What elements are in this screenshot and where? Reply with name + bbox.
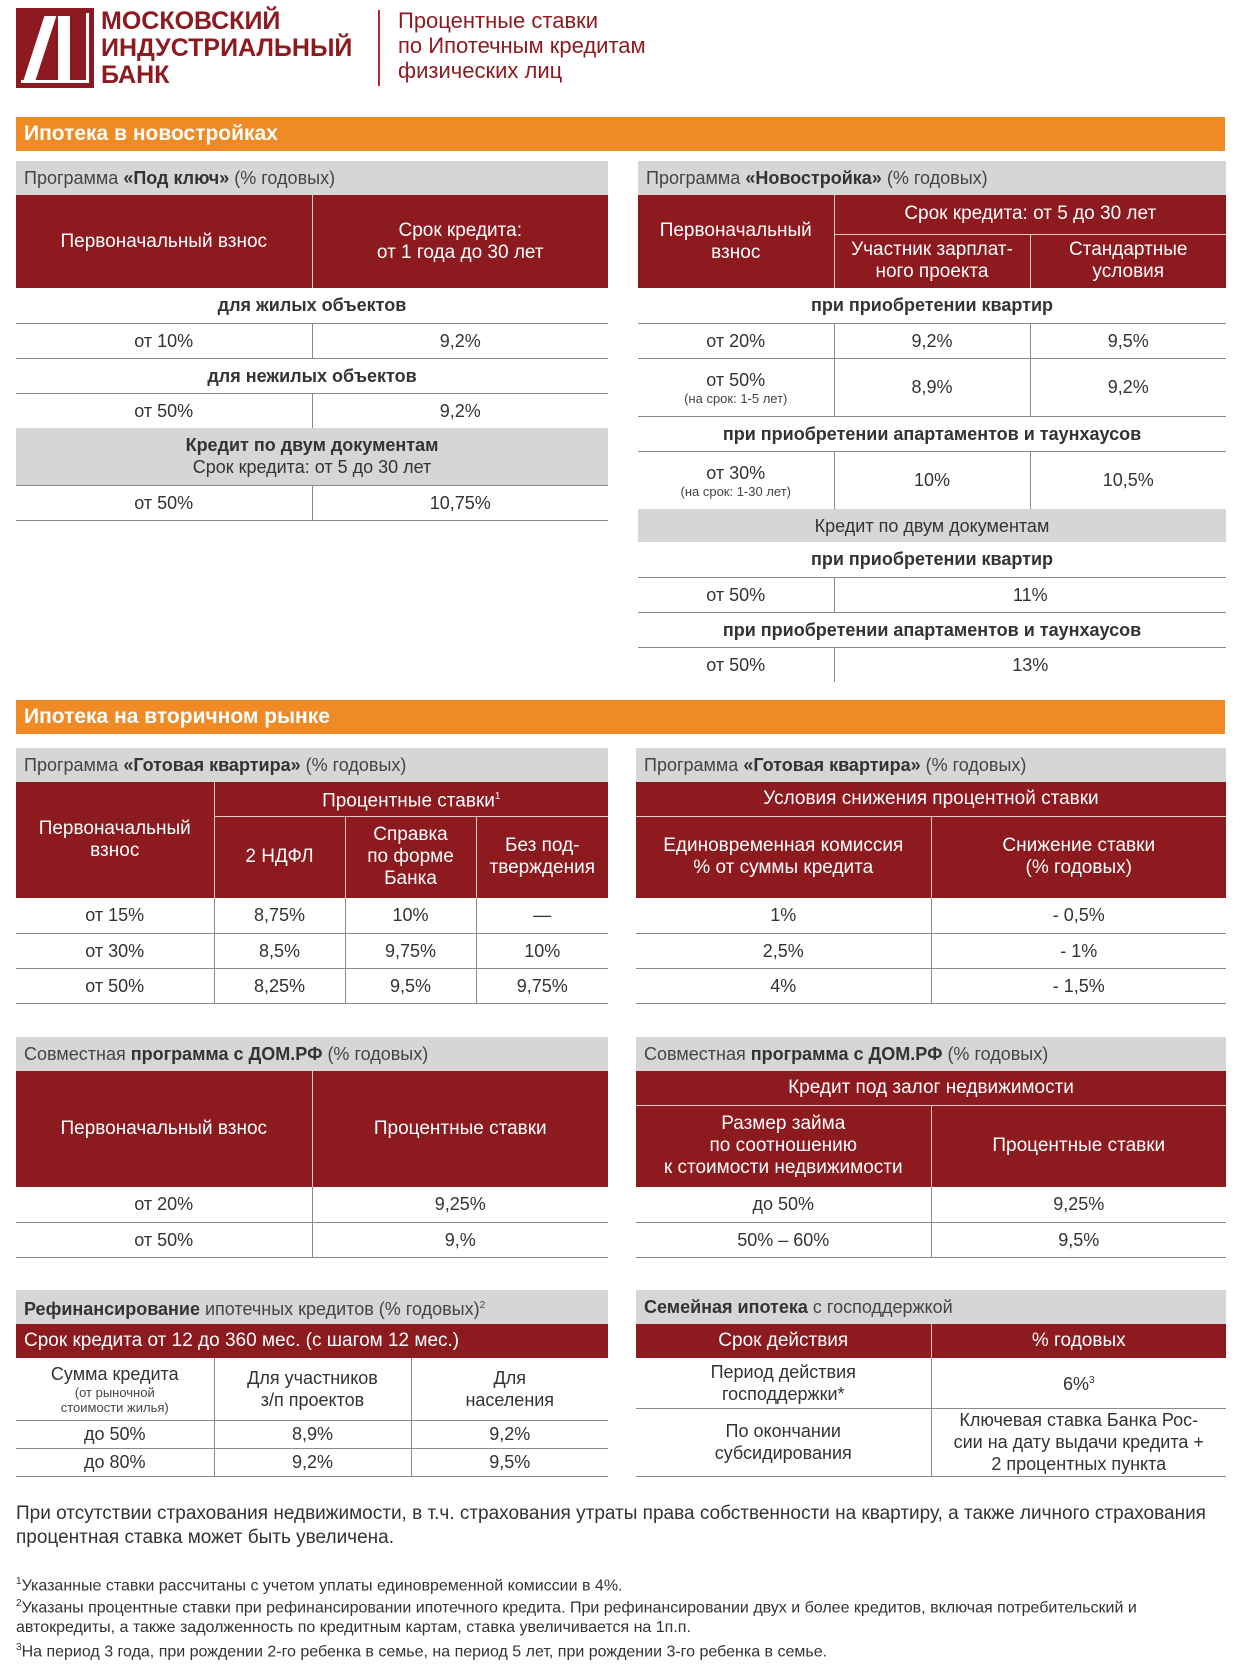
- cell-rate: 8,75%: [214, 898, 345, 933]
- header-cell-rate-reduction: Снижение ставки (% годовых): [931, 816, 1226, 898]
- cell-downpayment: от 50%: [134, 400, 194, 421]
- header-cell-secured-loan: Кредит под залог недвижимости: [636, 1071, 1226, 1105]
- cell-rate: 9,75%: [345, 933, 476, 968]
- cell-rate: 10%: [345, 898, 476, 933]
- header-cell-rates: Процентные ставки: [931, 1105, 1226, 1187]
- insurance-note: При отсутствии страхования недвижимости, в т.ч. страхования утраты права собственности на квартиру, а также личного страхования процентная ставка может быть увеличена.: [16, 1503, 1206, 1548]
- table-title: Совместная программа с ДОМ.РФ (% годовых): [16, 1037, 608, 1071]
- cell-amount: до 80%: [16, 1448, 214, 1476]
- cell-rate: 9,75%: [476, 968, 608, 1003]
- footnote-2: $^2$Указаны процентные ставки при рефинансировании ипотечного кредита. При рефинансировании двух и более кредитов, включая потребительский и автокредиты, а также задолженность по кредитным картам, ставка увеличивается на 1п.п.: [16, 1598, 1137, 1637]
- cell-rate: 9,2%: [411, 1420, 608, 1448]
- section-header-secondary-market: Ипотека на вторичном рынке: [16, 700, 1225, 734]
- cell-rate: 9,%: [312, 1222, 608, 1257]
- cell-commission: 1%: [636, 898, 931, 933]
- table-title: Рефинансирование ипотечных кредитов (% годовых)$^2$: [16, 1290, 608, 1324]
- header-cell-reduction-conditions: Условия снижения процентной ставки: [636, 782, 1226, 816]
- header-cell-loan-ratio: Размер займа по соотношению к стоимости недвижимости: [636, 1105, 931, 1187]
- cell-rate: 10,5%: [1030, 451, 1226, 509]
- cell-rate: 8,9%: [834, 358, 1030, 416]
- bank-name-line: БАНК: [101, 61, 170, 89]
- header-cell-public: Для населения: [411, 1358, 608, 1420]
- cell-rate: 9,25%: [931, 1187, 1226, 1222]
- table-title: Совместная программа с ДОМ.РФ (% годовых): [636, 1037, 1226, 1071]
- header-cell-no-proof: Без под- тверждения: [476, 816, 608, 898]
- table-refinance: [16, 1290, 608, 1477]
- table-gotovaya-kvartira-reduction: [636, 748, 1226, 1004]
- table-family-mortgage: [636, 1290, 1226, 1477]
- cell-rate: 10%: [834, 451, 1030, 509]
- subheader-two-documents: Кредит по двум документам Срок кредита: от 5 до 30 лет: [16, 428, 608, 485]
- header-cell-term: Срок кредита: от 5 до 30 лет: [834, 195, 1226, 234]
- subheader-nonresidential: для нежилых объектов: [16, 358, 608, 393]
- cell-downpayment: от 20%: [638, 323, 834, 358]
- cell-amount: до 50%: [16, 1420, 214, 1448]
- bank-name-line: ИНДУСТРИАЛЬНЫЙ: [101, 34, 353, 62]
- cell-ratio: 50% – 60%: [636, 1222, 931, 1257]
- cell-rate: 9,2%: [312, 393, 608, 428]
- header-cell-period: Срок действия: [636, 1324, 931, 1358]
- bank-name: [101, 8, 352, 89]
- header-cell-standard: Стандартные условия: [1030, 234, 1226, 288]
- cell-rate: 9,2%: [214, 1448, 411, 1476]
- subheader-two-documents: Кредит по двум документам: [638, 509, 1226, 542]
- header-cell-downpayment: Первоначальный взнос: [638, 195, 834, 288]
- table-gotovaya-kvartira-rates: [16, 748, 608, 1004]
- cell-rate: 6%$^3$: [931, 1358, 1226, 1408]
- bank-name-line: МОСКОВСКИЙ: [101, 7, 281, 35]
- cell-reduction: - 1,5%: [931, 968, 1226, 1003]
- header-cell-salary: Для участников з/п проектов: [214, 1358, 411, 1420]
- cell-rate: 11%: [834, 577, 1226, 612]
- cell-ratio: до 50%: [636, 1187, 931, 1222]
- header-cell-downpayment: Первоначальный взнос: [16, 195, 312, 288]
- cell-downpayment: от 50%: [706, 654, 766, 675]
- cell-rate: 9,2%: [1030, 358, 1226, 416]
- cell-period: По окончании субсидирования: [636, 1408, 931, 1476]
- header-cell-rates: Процентные ставки$^1$: [214, 782, 608, 816]
- table-pod-klyuch: [16, 161, 608, 521]
- cell-rate: 8,25%: [214, 968, 345, 1003]
- table-title: Программа «Готовая квартира» (% годовых): [16, 748, 608, 782]
- footnote-1: $^1$Указанные ставки рассчитаны с учетом уплаты единовременной комиссии в 4%.: [16, 1576, 623, 1595]
- cell-rate: 9,2%: [834, 323, 1030, 358]
- footnote-3: $^3$На период 3 года, при рождении 2-го ребенка в семье, на период 5 лет, при рождении 3-го ребенка в семье.: [16, 1642, 828, 1661]
- header-cell-bank-form: Справка по форме Банка: [345, 816, 476, 898]
- page-title-line: физических лиц: [398, 58, 563, 83]
- header-cell-amount: Сумма кредита (от рыночной стоимости жилья): [16, 1358, 214, 1420]
- cell-downpayment: от 50%: [638, 577, 834, 612]
- bank-logo: [16, 8, 94, 88]
- table-novostroyka: [638, 161, 1226, 682]
- header-cell-rate: % годовых: [931, 1324, 1226, 1358]
- table-domrf-rates: [16, 1037, 608, 1258]
- cell-rate: 13%: [834, 647, 1226, 682]
- cell-rate: 9,5%: [931, 1222, 1226, 1257]
- cell-downpayment: от 50% (на срок: 1-5 лет): [638, 358, 834, 416]
- cell-downpayment: от 50%: [16, 1222, 312, 1257]
- page-title: [398, 8, 646, 83]
- cell-downpayment: от 20%: [16, 1187, 312, 1222]
- table-title: Программа «Готовая квартира» (% годовых): [636, 748, 1226, 782]
- cell-rate: Ключевая ставка Банка Рос- сии на дату выдачи кредита + 2 процентных пункта: [931, 1408, 1226, 1476]
- header-cell-downpayment: Первоначальный взнос: [16, 1071, 312, 1187]
- header-cell-downpayment: Первоначальный взнос: [16, 782, 214, 898]
- cell-rate: 9,5%: [411, 1448, 608, 1476]
- cell-downpayment: от 50%: [16, 968, 214, 1003]
- header-cell-salary-project: Участник зарплат- ного проекта: [834, 234, 1030, 288]
- cell-downpayment: от 30% (на срок: 1-30 лет): [680, 462, 792, 499]
- subheader-apartments: при приобретении апартаментов и таунхаусов: [638, 416, 1226, 451]
- subheader-flats: при приобретении квартир: [638, 288, 1226, 323]
- subheader-apartments: при приобретении апартаментов и таунхаусов: [638, 612, 1226, 647]
- page-title-line: Процентные ставки: [398, 8, 599, 33]
- header-divider: [378, 10, 380, 86]
- logo-frame-icon: [21, 13, 89, 83]
- cell-period: Период действия господдержки*: [636, 1358, 931, 1408]
- cell-rate: 9,5%: [345, 968, 476, 1003]
- cell-rate: 10%: [476, 933, 608, 968]
- table-domrf-secured: [636, 1037, 1226, 1258]
- cell-reduction: - 1%: [931, 933, 1226, 968]
- header-cell-term: Срок кредита: от 1 года до 30 лет: [312, 195, 608, 288]
- cell-downpayment: от 10%: [16, 323, 312, 358]
- cell-downpayment: от 15%: [16, 898, 214, 933]
- cell-commission: 4%: [636, 968, 931, 1003]
- cell-rate: —: [476, 898, 608, 933]
- page-title-line: по Ипотечным кредитам: [398, 33, 646, 58]
- cell-rate: 9,25%: [312, 1187, 608, 1222]
- cell-rate: 8,9%: [214, 1420, 411, 1448]
- cell-rate: 9,5%: [1030, 323, 1226, 358]
- cell-rate: 8,5%: [214, 933, 345, 968]
- table-title: Программа «Под ключ» (% годовых): [16, 161, 608, 195]
- cell-downpayment: от 50%: [16, 485, 312, 520]
- header-cell-ndfl: 2 НДФЛ: [214, 816, 345, 898]
- header-cell-term: Срок кредита от 12 до 360 мес. (с шагом 12 мес.): [16, 1324, 608, 1358]
- cell-commission: 2,5%: [636, 933, 931, 968]
- header-cell-commission: Единовременная комиссия % от суммы кредита: [636, 816, 931, 898]
- cell-rate: 10,75%: [312, 485, 608, 520]
- cell-reduction: - 0,5%: [931, 898, 1226, 933]
- header-cell-rates: Процентные ставки: [312, 1071, 608, 1187]
- cell-rate: 9,2%: [312, 323, 608, 358]
- cell-downpayment: от 30%: [16, 933, 214, 968]
- subheader-residential: для жилых объектов: [16, 288, 608, 323]
- table-title: Семейная ипотека с господдержкой: [636, 1290, 1226, 1324]
- table-title: Программа «Новостройка» (% годовых): [638, 161, 1226, 195]
- subheader-flats: при приобретении квартир: [638, 542, 1226, 577]
- section-header-new-buildings: Ипотека в новостройках: [16, 117, 1225, 151]
